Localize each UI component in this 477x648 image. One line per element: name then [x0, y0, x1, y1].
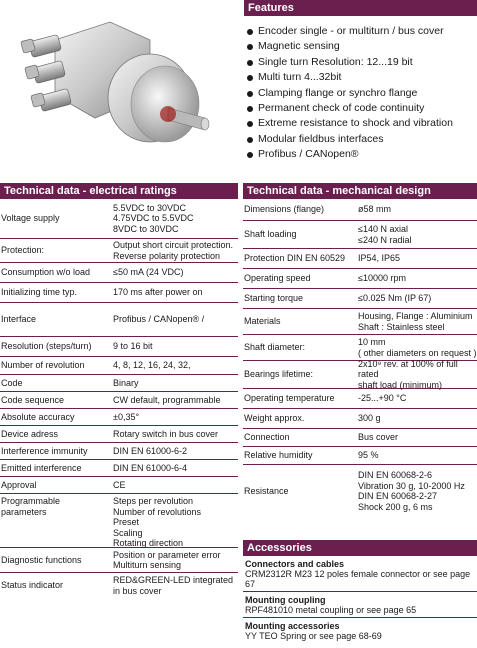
- row-value: 4, 8, 12, 16, 24, 32,: [113, 360, 191, 371]
- table-row: [0, 460, 238, 477]
- row-value: Bus cover: [358, 432, 399, 443]
- row-label: Bearings lifetime:: [244, 369, 314, 380]
- features-section: [244, 0, 477, 163]
- table-row: [0, 443, 238, 460]
- row-label: Resolution (steps/turn): [1, 341, 92, 352]
- feature-item: Modular fieldbus interfaces: [244, 132, 477, 147]
- electrical-ratings-table: [0, 183, 238, 598]
- row-value: ≤140 N axial ≤240 N radial: [358, 224, 412, 245]
- accessory-item: [243, 556, 477, 592]
- row-value: Profibus / CANopen® /: [113, 314, 205, 325]
- row-label: Connection: [244, 432, 290, 443]
- row-value: CE: [113, 479, 126, 490]
- feature-item: Clamping flange or synchro flange: [244, 86, 477, 101]
- row-label: Shaft diameter:: [244, 342, 306, 353]
- table-row: [243, 221, 477, 249]
- accessory-item: [243, 592, 477, 618]
- row-value: DIN EN 60068-2-6 Vibration 30 g, 10-2000 Hz DIN EN 60068-2-27 Shock 200 g, 6 ms: [358, 470, 465, 512]
- table-row: [243, 358, 477, 390]
- row-value: 10 mm ( other diameters on request ): [358, 337, 477, 358]
- row-label: Emitted interference: [1, 462, 82, 473]
- accessory-text: CRM2312R M23 12 poles female connector or see page 67: [245, 569, 471, 589]
- row-value: Housing, Flange : Aluminium Shaft : Stainless steel: [358, 311, 473, 332]
- feature-item: Multi turn 4...32bit: [244, 70, 477, 85]
- accessory-title: Mounting accessories: [245, 621, 340, 631]
- row-label: Protection:: [1, 245, 45, 256]
- row-value: RED&GREEN-LED integrated in bus cover: [113, 575, 234, 596]
- accessory-text: YY TEO Spring or see page 68-69: [245, 631, 382, 641]
- feature-item: Extreme resistance to shock and vibration: [244, 116, 477, 131]
- row-label: Interference immunity: [1, 445, 88, 456]
- row-value: IP54, IP65: [358, 253, 401, 264]
- row-label: Programmable parameters: [1, 496, 61, 517]
- row-label: Initializing time typ.: [1, 287, 78, 298]
- row-label: Starting torque: [244, 293, 304, 304]
- table-row: [0, 477, 238, 494]
- row-value: 2x10⁹ rev. at 100% of full rated shaft load (minimum): [358, 358, 458, 390]
- table-row: [243, 289, 477, 309]
- table-row: [0, 494, 238, 548]
- electrical-ratings-title: Technical data - electrical ratings: [0, 183, 238, 199]
- row-label: Protection DIN EN 60529: [244, 253, 346, 264]
- row-label: Operating speed: [244, 273, 311, 284]
- row-value: Output short circuit protection. Reverse polarity protection: [113, 240, 234, 261]
- row-label: Approval: [1, 479, 37, 490]
- accessory-text: RPF481010 metal coupling or see page 65: [245, 605, 417, 615]
- table-row: [243, 447, 477, 465]
- features-list: [244, 24, 477, 163]
- row-label: Code: [1, 377, 23, 388]
- table-row: [243, 409, 477, 429]
- row-label: Resistance: [244, 485, 289, 496]
- accessories-section: [243, 540, 477, 643]
- table-row: [0, 426, 238, 443]
- row-value: ≤50 mA (24 VDC): [113, 267, 184, 278]
- row-value: 300 g: [358, 413, 381, 424]
- row-label: Device adress: [1, 428, 59, 439]
- row-label: Interface: [1, 314, 37, 325]
- feature-item: Profibus / CANopen®: [244, 147, 477, 162]
- row-value: 95 %: [358, 450, 379, 461]
- row-value: Rotary switch in bus cover: [113, 428, 219, 439]
- row-label: Dimensions (flange): [244, 204, 325, 215]
- row-label: Operating temperature: [244, 393, 335, 404]
- row-value: Binary: [113, 377, 139, 388]
- row-value: ≤0.025 Nm (IP 67): [358, 293, 432, 304]
- row-value: 5.5VDC to 30VDC 4.75VDC to 5.5VDC 8VDC to 30VDC: [113, 202, 194, 234]
- row-label: Code sequence: [1, 394, 65, 405]
- table-row: [0, 337, 238, 357]
- table-row: [0, 375, 238, 392]
- table-row: [0, 303, 238, 337]
- row-value: DIN EN 61000-6-4: [113, 462, 188, 473]
- feature-item: Encoder single - or multiturn / bus cover: [244, 24, 477, 39]
- mechanical-design-title: Technical data - mechanical design: [243, 183, 477, 199]
- row-value: ±0,35°: [113, 411, 140, 422]
- table-row: [0, 283, 238, 303]
- table-row: [0, 409, 238, 426]
- row-value: CW default, programmable: [113, 394, 221, 405]
- table-row: [243, 335, 477, 361]
- row-label: Absolute accuracy: [1, 411, 75, 422]
- row-label: Voltage supply: [1, 213, 60, 224]
- accessory-title: Connectors and cables: [245, 559, 345, 569]
- table-row: [0, 392, 238, 409]
- table-row: [0, 199, 238, 239]
- row-value: 9 to 16 bit: [113, 341, 153, 352]
- table-row: [243, 429, 477, 447]
- row-value: -25...+90 °C: [358, 393, 407, 404]
- row-label: Number of revolution: [1, 360, 85, 371]
- table-row: [0, 263, 238, 283]
- product-image: [0, 0, 238, 178]
- table-row: [0, 548, 238, 573]
- table-row: [243, 249, 477, 269]
- accessory-title: Mounting coupling: [245, 595, 326, 605]
- table-row: [0, 357, 238, 375]
- accessory-item: [243, 618, 477, 643]
- feature-item: Magnetic sensing: [244, 39, 477, 54]
- row-value: ø58 mm: [358, 204, 392, 215]
- table-row: [243, 465, 477, 517]
- row-label: Diagnostic functions: [1, 554, 82, 565]
- row-value: ≤10000 rpm: [358, 273, 406, 284]
- table-row: [243, 309, 477, 335]
- row-label: Status indicator: [1, 580, 64, 591]
- row-value: 170 ms after power on: [113, 287, 203, 298]
- row-label: Weight approx.: [244, 413, 305, 424]
- row-value: Steps per revolution Number of revolutions Preset Scaling Rotating direction: [113, 496, 202, 548]
- row-label: Consumption w/o load: [1, 267, 91, 278]
- row-label: Materials: [244, 316, 281, 327]
- table-row: [0, 239, 238, 263]
- table-row: [243, 389, 477, 409]
- row-label: Relative humidity: [244, 450, 313, 461]
- row-value: DIN EN 61000-6-2: [113, 445, 188, 456]
- feature-item: Permanent check of code continuity: [244, 101, 477, 116]
- row-label: Shaft loading: [244, 229, 297, 240]
- table-row: [243, 199, 477, 221]
- table-row: [243, 269, 477, 289]
- feature-item: Single turn Resolution: 12...19 bit: [244, 55, 477, 70]
- table-row: [0, 573, 238, 598]
- features-title: Features: [244, 0, 477, 16]
- mechanical-design-table: [243, 183, 477, 517]
- row-value: Position or parameter error Multiturn sensing: [113, 549, 221, 570]
- accessories-title: Accessories: [243, 540, 477, 556]
